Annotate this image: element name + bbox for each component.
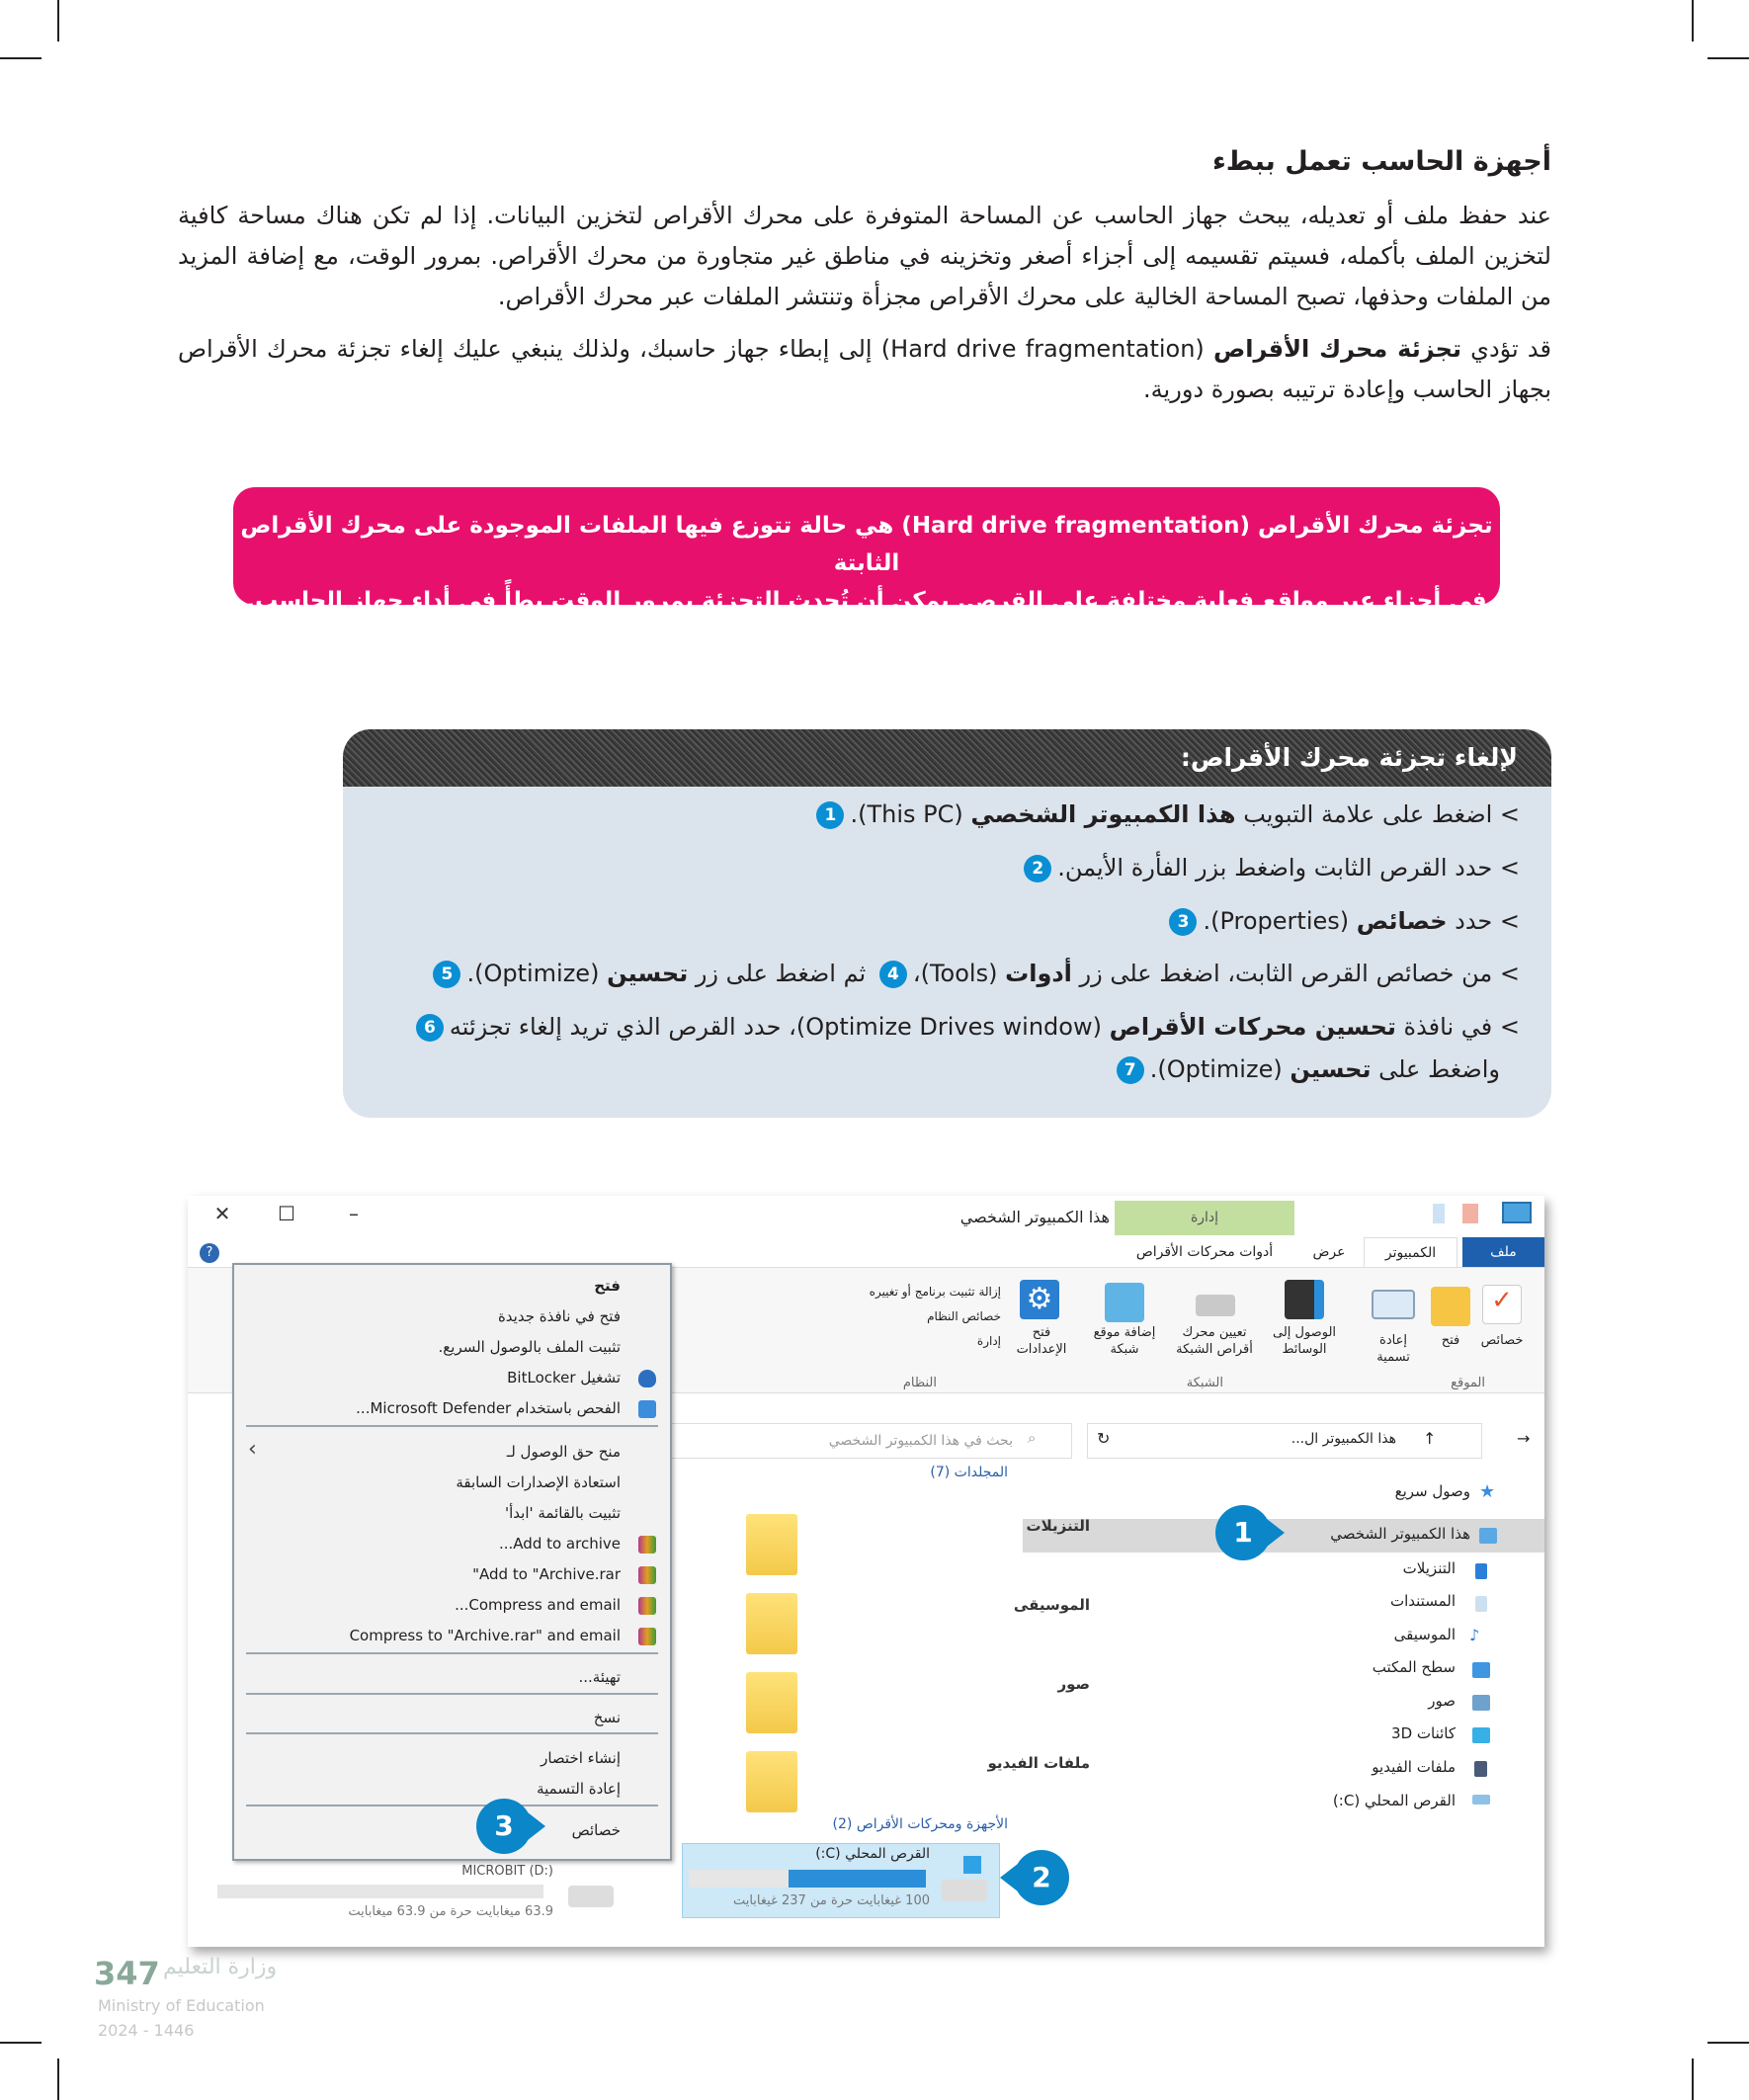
definition-box [233,487,1500,614]
nav-item-3d-objects[interactable]: كائنات 3D [1391,1724,1456,1742]
drive-c-name: القرص المحلي (C:) [815,1846,930,1862]
drive-d-name: MICROBIT (D:) [461,1864,553,1879]
text: من خصائص القرص الثابت، اضغط على زر [1071,960,1493,987]
drive-d-space: 63.9 ميغابايت حرة من 63.9 ميغابايت [348,1904,553,1919]
step-number-badge: 2 [1024,855,1051,882]
body-text [178,196,1551,410]
window-title: هذا الكمبيوتر الشخصي [959,1208,1110,1226]
text: ثم اضغط على زر [688,960,874,987]
uninstall-program-button[interactable]: إزالة تثبيت برنامج أو تغييره [869,1285,1001,1299]
step-number-badge: 3 [1169,908,1197,936]
definition-line: تجزئة محرك الأقراص (Hard drive fragmentation) هي حالة تتوزع فيها الملفات الموجودة على محرك الأقراص الثابتة [240,513,1493,576]
music-icon: ♪ [1469,1626,1480,1644]
properties-quick-icon[interactable] [1462,1204,1478,1223]
map-drive-icon[interactable] [1196,1295,1235,1316]
step-item: > من خصائص القرص الثابت، اضغط على زر أدوات (Tools)،4 ثم اضغط على زر تحسين (Optimize).5 [427,960,1520,988]
bold-term: أدوات [1005,960,1072,987]
ministry-name-en: Ministry of Education [98,1996,265,2015]
access-media-button[interactable]: الوصول إلى الوسائط [1272,1325,1337,1357]
menu-separator [246,1805,658,1806]
step-item: > حدد خصائص (Properties).3 [1163,907,1520,936]
search-placeholder: بحث في هذا الكمبيوتر الشخصي [828,1433,1013,1449]
menu-item-properties[interactable]: خصائص [571,1821,621,1839]
step-number-badge: 7 [1117,1056,1144,1084]
open-folder-icon[interactable] [1431,1287,1470,1326]
tab-file[interactable]: ملف [1462,1237,1544,1267]
winrar-icon [638,1628,656,1645]
group-label-location: الموقع [1451,1376,1485,1390]
help-icon[interactable]: ? [200,1243,219,1263]
paragraph [178,329,1551,410]
step-item: > حدد القرص الثابت واضغط بزر الفأرة الأيمن.2 [1018,854,1520,882]
open-button[interactable]: فتح [1441,1333,1460,1348]
nav-item-videos[interactable]: ملفات الفيديو [1372,1758,1456,1776]
address-text: هذا الكمبيوتر ال... [1291,1431,1396,1447]
nav-item-local-disk[interactable]: القرص المحلي (C:) [1332,1792,1456,1809]
download-icon [1475,1563,1487,1579]
menu-item-copy[interactable]: نسخ [593,1709,621,1726]
properties-icon[interactable]: ✓ [1482,1285,1522,1324]
manage-context-tab[interactable]: إدارة [1115,1201,1294,1235]
minimize-button[interactable]: – [349,1202,359,1225]
crop-mark [1707,57,1749,59]
menu-separator [246,1693,658,1695]
usb-drive-icon [568,1886,614,1907]
drive-icon [942,1880,987,1901]
tab-drive-tools[interactable]: أدوات محركات الأقراص [1135,1244,1274,1260]
media-access-icon[interactable] [1285,1280,1324,1319]
text: حدد [1447,907,1493,935]
nav-item-downloads[interactable]: التنزيلات [1402,1559,1456,1577]
pictures-folder-icon[interactable] [746,1672,797,1733]
close-button[interactable]: ✕ [213,1202,231,1225]
folder-label[interactable]: التنزيلات [1026,1517,1090,1535]
devices-group-header[interactable]: الأجهزة ومحركات الأقراص (2) [832,1816,1008,1832]
menu-separator [246,1425,658,1427]
menu-item-open[interactable]: فتح [594,1277,621,1295]
drive-c-usage-bar [689,1870,926,1888]
refresh-icon[interactable]: ↻ [1097,1429,1111,1448]
downloads-folder-icon[interactable] [746,1514,797,1575]
text: (Optimize). [466,960,608,987]
bold-term: تحسين محركات الأقراص [1109,1013,1396,1041]
menu-item-compress-email[interactable]: Compress and email... [455,1596,621,1614]
nav-item-documents[interactable]: المستندات [1389,1592,1456,1610]
open-settings-button[interactable]: فتح الإعدادات [1016,1325,1067,1357]
nav-item-desktop[interactable]: سطح المكتب [1372,1658,1456,1676]
desktop-icon [1472,1662,1490,1678]
drive-c-usage-fill [789,1870,926,1888]
settings-gear-icon[interactable]: ⚙ [1020,1280,1059,1319]
text: في نافذة [1395,1013,1493,1041]
file-explorer-window [188,1196,1544,1947]
drive-icon [1472,1795,1490,1805]
manage-button[interactable]: إدارة [976,1334,1001,1348]
tab-view[interactable]: عرض [1312,1244,1346,1260]
bold-term: تحسين [607,960,689,987]
bold-term: تحسين [1290,1055,1372,1083]
folder-label[interactable]: صور [1057,1675,1090,1693]
context-menu [232,1263,672,1861]
computer-icon [1502,1202,1532,1223]
crop-mark [0,57,42,59]
crop-mark [57,2058,59,2100]
menu-item-defender-scan[interactable]: الفحص باستخدام Microsoft Defender... [356,1399,621,1417]
step-item: > اضغط على علامة التبويب هذا الكمبيوتر الشخصي (This PC).1 [810,800,1520,829]
winrar-icon [638,1597,656,1615]
maximize-button[interactable]: ☐ [278,1202,295,1225]
videos-icon [1474,1761,1487,1777]
group-label-system: النظام [902,1376,937,1390]
rename-button[interactable]: إعادة تسمية [1376,1333,1410,1365]
text: اضغط على علامة التبويب [1235,800,1493,828]
paragraph: عند حفظ ملف أو تعديله، يبحث جهاز الحاسب عن المساحة المتوفرة على محرك الأقراص لتخزين البيانات. إذا لم تكن هناك مساحة كافية لتخزين الملف بأكمله، فسيتم تقسيمه إلى أجزاء أصغر وتخزينه في مناطق غير متجاورة من محرك الأقراص. بمرور الوقت، مع إضافة المزيد من الملفات وحذفها، تصبح المساحة الخالية على محرك الأقراص مجزأة وتنتشر الملفات عبر محرك الأقراص. [178,202,1551,310]
crop-mark [0,2042,42,2044]
nav-item-quick-access[interactable]: وصول سريع [1394,1482,1470,1500]
text: واضغط على [1371,1055,1500,1083]
crop-mark [1692,2058,1694,2100]
menu-item-open-new-window[interactable]: فتح في نافذة جديدة [497,1307,621,1325]
windows-logo-icon [963,1856,981,1874]
add-network-location-button[interactable]: إضافة موقع شبكة [1093,1325,1156,1357]
text: (Hard drive fragmentation) إلى إبطاء جهاز حاسبك، ولذلك ينبغي عليك إلغاء تجزئة محرك الأقراص بجهاز الحاسب وإعادة ترتيبه بصورة دورية. [178,335,1551,403]
winrar-icon [638,1536,656,1554]
star-icon: ★ [1479,1481,1496,1502]
tab-computer[interactable]: الكمبيوتر [1364,1237,1458,1267]
step-number-badge: 1 [816,801,844,829]
menu-item-add-archive-rar[interactable]: Add to "Archive.rar" [472,1565,621,1583]
year: 2024 - 1446 [98,2021,195,2040]
up-arrow-icon[interactable]: ↑ [1423,1429,1437,1448]
search-icon: ⌕ [1028,1429,1037,1447]
folder-label[interactable]: ملفات الفيديو [987,1754,1090,1772]
defender-icon [638,1400,656,1418]
text: (Properties). [1203,907,1357,935]
callout-badge-1: 1 [1215,1505,1271,1560]
text: (Optimize). [1149,1055,1291,1083]
drive-d-tile[interactable] [208,1864,672,1943]
group-label-network: الشبكة [1186,1376,1223,1390]
folders-group-header[interactable]: المجلدات (7) [930,1465,1008,1480]
step-number-badge: 4 [879,961,907,988]
text: (Tools)، [912,960,1006,987]
menu-item-compress-rar-email[interactable]: Compress to "Archive.rar" and email [349,1627,621,1644]
videos-folder-icon[interactable] [746,1751,797,1812]
callout-badge-3: 3 [476,1799,532,1854]
rename-icon[interactable] [1372,1290,1415,1319]
text: حدد القرص الثابت واضغط بزر الفأرة الأيمن. [1057,854,1493,882]
menu-item-add-archive[interactable]: Add to archive... [498,1535,621,1553]
drive-c-tile[interactable] [682,1843,1000,1918]
steps-box [343,729,1551,1118]
text: (This PC). [850,800,971,828]
menu-item-pin-start[interactable]: تثبيت بالقائمة 'ابدأ' [504,1504,621,1522]
step-item: > في نافذة تحسين محركات الأقراص (Optimize Drives window)، حدد القرص الذي تريد إلغاء تجزئته6 [410,1013,1520,1042]
step-number-badge: 5 [433,961,460,988]
3d-objects-icon [1472,1727,1490,1743]
page-number: 347 [94,1955,160,1992]
bold-term: تجزئة محرك الأقراص [1212,335,1461,363]
winrar-icon [638,1566,656,1584]
menu-item-restore-versions[interactable]: استعادة الإصدارات السابقة [456,1473,621,1491]
steps-title: لإلغاء تجزئة محرك الأقراص: [343,729,1551,787]
bold-term: هذا الكمبيوتر الشخصي [970,800,1236,828]
crop-mark [1707,2042,1749,2044]
submenu-chevron-icon: ‹ [248,1437,257,1462]
properties-button[interactable]: خصائص [1480,1333,1524,1348]
shield-icon [638,1370,656,1387]
crop-mark [57,0,59,42]
menu-item-pin-quick-access[interactable]: تثبيت الملف بالوصول السريع. [438,1338,621,1356]
definition-line: في أجزاء عبر مواقع فعلية مختلفة على القرص. يمكن أن تُحدث التجزئة بمرور الوقت بطأً في أداء جهاز الحاسب. [246,588,1487,614]
system-properties-button[interactable]: خصائص النظام [927,1309,1001,1323]
documents-icon [1475,1596,1487,1612]
step-number-badge: 6 [416,1014,444,1042]
menu-separator [246,1732,658,1734]
nav-item-music[interactable]: الموسيقى [1393,1626,1456,1643]
pc-icon [1479,1528,1497,1544]
nav-item-pictures[interactable]: صور [1428,1692,1456,1710]
nav-item-this-pc[interactable]: هذا الكمبيوتر الشخصي [1330,1525,1470,1543]
text: (Optimize Drives window)، حدد القرص الذي تريد إلغاء تجزئته [449,1013,1110,1041]
text: قد تؤدي [1460,335,1551,363]
back-arrow-icon[interactable]: → [1517,1429,1531,1448]
drive-d-usage-bar [217,1885,543,1898]
menu-item-create-shortcut[interactable]: إنشاء اختصار [541,1749,621,1767]
drive-c-space: 100 غيغابايت حرة من 237 غيغابايت [732,1893,930,1908]
menu-item-bitlocker[interactable]: تشغيل BitLocker [507,1369,621,1386]
quick-access-icon[interactable] [1433,1204,1445,1223]
section-heading: أجهزة الحاسب تعمل ببطء [1211,146,1551,177]
map-network-drive-button[interactable]: تعيين محرك أقراص الشبكة [1176,1325,1253,1357]
bold-term: خصائص [1356,907,1448,935]
menu-item-format[interactable]: تهيئة... [578,1668,621,1686]
ministry-name-ar: وزارة التعليم [163,1955,278,1979]
menu-item-give-access[interactable]: منح حق الوصول لـ [506,1443,621,1461]
folder-label[interactable]: الموسيقى [1013,1596,1090,1614]
music-folder-icon[interactable] [746,1593,797,1654]
menu-item-rename[interactable]: إعادة التسمية [537,1780,621,1798]
pictures-icon [1472,1695,1490,1711]
callout-badge-2: 2 [1014,1850,1069,1905]
menu-separator [246,1652,658,1654]
crop-mark [1692,0,1694,42]
network-location-icon[interactable] [1105,1283,1144,1322]
step-item [1111,1055,1500,1084]
